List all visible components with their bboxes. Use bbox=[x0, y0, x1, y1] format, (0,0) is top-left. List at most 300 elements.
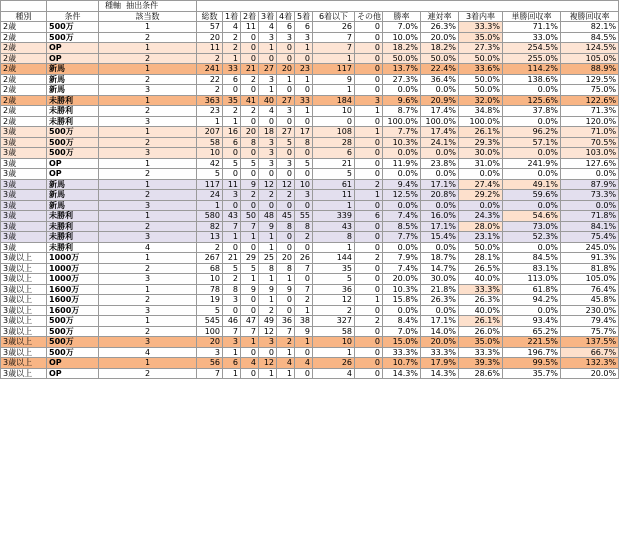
cell-condition: 1000万 bbox=[47, 274, 99, 285]
cell-win1: 5 bbox=[223, 263, 241, 274]
cell-place3: 49 bbox=[259, 316, 277, 327]
cell-place2: 0 bbox=[241, 32, 259, 43]
cell-win-return-rate: 113.0% bbox=[503, 274, 561, 285]
cell-place2: 41 bbox=[241, 95, 259, 106]
cell-condition: 未勝利 bbox=[47, 116, 99, 127]
cell-place4: 45 bbox=[277, 211, 295, 222]
cell-place3: 3 bbox=[259, 337, 277, 348]
cell-condition: 1600万 bbox=[47, 305, 99, 316]
cell-total: 2 bbox=[197, 242, 223, 253]
cell-win1: 4 bbox=[223, 22, 241, 33]
cell-other: 0 bbox=[355, 368, 383, 379]
cell-type: 2歳 bbox=[1, 116, 47, 127]
cell-win-return-rate: 96.2% bbox=[503, 127, 561, 138]
cell-top3-rate: 28.1% bbox=[459, 253, 503, 264]
cell-total: 82 bbox=[197, 221, 223, 232]
cell-count: 3 bbox=[99, 200, 197, 211]
cell-total: 42 bbox=[197, 158, 223, 169]
cell-count: 2 bbox=[99, 137, 197, 148]
cell-place2: 1 bbox=[241, 337, 259, 348]
cell-total: 24 bbox=[197, 190, 223, 201]
cell-place5: 17 bbox=[295, 127, 313, 138]
cell-place2: 0 bbox=[241, 242, 259, 253]
cell-condition: 1600万 bbox=[47, 295, 99, 306]
cell-win-rate: 15.8% bbox=[383, 295, 421, 306]
cell-place4: 7 bbox=[277, 326, 295, 337]
cell-place2: 2 bbox=[241, 190, 259, 201]
cell-quinella-rate: 0.0% bbox=[421, 169, 459, 180]
cell-quinella-rate: 36.4% bbox=[421, 74, 459, 85]
cell-quinella-rate: 17.1% bbox=[421, 316, 459, 327]
cell-type: 3歳 bbox=[1, 179, 47, 190]
cell-top3-rate: 24.3% bbox=[459, 211, 503, 222]
cell-count: 1 bbox=[99, 22, 197, 33]
cell-place4: 0 bbox=[277, 242, 295, 253]
cell-type: 3歳 bbox=[1, 221, 47, 232]
table-row bbox=[1, 32, 619, 43]
cell-count: 3 bbox=[99, 274, 197, 285]
cell-count: 4 bbox=[99, 242, 197, 253]
col-header-total: 総数 bbox=[197, 11, 223, 22]
cell-top3-rate: 33.6% bbox=[459, 64, 503, 75]
cell-place5: 38 bbox=[295, 316, 313, 327]
table-row bbox=[1, 347, 619, 358]
cell-condition: 500万 bbox=[47, 326, 99, 337]
cell-quinella-rate: 0.0% bbox=[421, 242, 459, 253]
cell-quinella-rate: 0.0% bbox=[421, 85, 459, 96]
table-row bbox=[1, 253, 619, 264]
cell-place2: 1 bbox=[241, 232, 259, 243]
cell-place3: 48 bbox=[259, 211, 277, 222]
cell-place6plus: 7 bbox=[313, 32, 355, 43]
table-row bbox=[1, 85, 619, 96]
cell-place3: 2 bbox=[259, 190, 277, 201]
cell-place5: 7 bbox=[295, 284, 313, 295]
cell-place4: 0 bbox=[277, 148, 295, 159]
cell-count: 2 bbox=[99, 32, 197, 43]
cell-place-return-rate: 0.0% bbox=[561, 169, 619, 180]
cell-condition: OP bbox=[47, 43, 99, 54]
cell-place3: 3 bbox=[259, 137, 277, 148]
cell-place4: 0 bbox=[277, 200, 295, 211]
cell-place5: 0 bbox=[295, 53, 313, 64]
cell-total: 20 bbox=[197, 32, 223, 43]
cell-count: 1 bbox=[99, 158, 197, 169]
cell-place6plus: 12 bbox=[313, 295, 355, 306]
cell-top3-rate: 50.0% bbox=[459, 85, 503, 96]
cell-total: 241 bbox=[197, 64, 223, 75]
cell-total: 2 bbox=[197, 85, 223, 96]
cell-place5: 1 bbox=[295, 106, 313, 117]
cell-quinella-rate: 20.8% bbox=[421, 190, 459, 201]
cell-place3: 3 bbox=[259, 148, 277, 159]
cell-win-return-rate: 0.0% bbox=[503, 116, 561, 127]
cell-place-return-rate: 45.8% bbox=[561, 295, 619, 306]
col-header-other: その他 bbox=[355, 11, 383, 22]
cell-place5: 1 bbox=[295, 305, 313, 316]
cell-win-return-rate: 35.7% bbox=[503, 368, 561, 379]
cell-condition: 未勝利 bbox=[47, 221, 99, 232]
cell-place2: 0 bbox=[241, 169, 259, 180]
cell-count: 3 bbox=[99, 148, 197, 159]
col-header-type: 種別 bbox=[1, 11, 47, 22]
cell-type: 3歳以上 bbox=[1, 347, 47, 358]
cell-top3-rate: 28.0% bbox=[459, 221, 503, 232]
cell-condition: OP bbox=[47, 169, 99, 180]
cell-place-return-rate: 103.0% bbox=[561, 148, 619, 159]
cell-place2: 2 bbox=[241, 106, 259, 117]
cell-place4: 12 bbox=[277, 179, 295, 190]
cell-top3-rate: 33.3% bbox=[459, 347, 503, 358]
cell-win-return-rate: 61.8% bbox=[503, 284, 561, 295]
cell-condition: 未勝利 bbox=[47, 232, 99, 243]
cell-count: 3 bbox=[99, 116, 197, 127]
cell-type: 3歳 bbox=[1, 137, 47, 148]
cell-type: 3歳以上 bbox=[1, 263, 47, 274]
cell-top3-rate: 30.0% bbox=[459, 148, 503, 159]
cell-quinella-rate: 30.0% bbox=[421, 274, 459, 285]
cell-total: 117 bbox=[197, 179, 223, 190]
cell-win-return-rate: 52.3% bbox=[503, 232, 561, 243]
cell-quinella-rate: 0.0% bbox=[421, 148, 459, 159]
cell-place4: 0 bbox=[277, 85, 295, 96]
table-row bbox=[1, 337, 619, 348]
cell-place3: 0 bbox=[259, 116, 277, 127]
cell-win1: 11 bbox=[223, 179, 241, 190]
cell-place4: 1 bbox=[277, 74, 295, 85]
cell-win-rate: 7.7% bbox=[383, 232, 421, 243]
cell-place6plus: 36 bbox=[313, 284, 355, 295]
table-row bbox=[1, 274, 619, 285]
cell-condition: 未勝利 bbox=[47, 106, 99, 117]
cell-total: 58 bbox=[197, 137, 223, 148]
cell-place6plus: 4 bbox=[313, 368, 355, 379]
cell-place3: 12 bbox=[259, 326, 277, 337]
cell-win-rate: 0.0% bbox=[383, 169, 421, 180]
cell-win-rate: 14.3% bbox=[383, 368, 421, 379]
cell-condition: 500万 bbox=[47, 22, 99, 33]
cell-type: 3歳以上 bbox=[1, 295, 47, 306]
cell-place4: 3 bbox=[277, 106, 295, 117]
cell-place2: 4 bbox=[241, 358, 259, 369]
cell-condition: 500万 bbox=[47, 337, 99, 348]
cell-place5: 7 bbox=[295, 263, 313, 274]
cell-total: 580 bbox=[197, 211, 223, 222]
cell-place6plus: 9 bbox=[313, 74, 355, 85]
cell-win1: 2 bbox=[223, 274, 241, 285]
cell-place4: 4 bbox=[277, 358, 295, 369]
cell-total: 11 bbox=[197, 43, 223, 54]
cell-place-return-rate: 81.8% bbox=[561, 263, 619, 274]
cell-total: 3 bbox=[197, 347, 223, 358]
cell-other: 3 bbox=[355, 95, 383, 106]
cell-win1: 46 bbox=[223, 316, 241, 327]
cell-place-return-rate: 245.0% bbox=[561, 242, 619, 253]
table-row bbox=[1, 169, 619, 180]
cell-win-return-rate: 0.0% bbox=[503, 242, 561, 253]
cell-place2: 0 bbox=[241, 347, 259, 358]
cell-win-return-rate: 73.0% bbox=[503, 221, 561, 232]
cell-top3-rate: 27.3% bbox=[459, 43, 503, 54]
cell-win1: 0 bbox=[223, 242, 241, 253]
cell-place4: 5 bbox=[277, 137, 295, 148]
cell-place4: 1 bbox=[277, 368, 295, 379]
cell-win-return-rate: 57.1% bbox=[503, 137, 561, 148]
cell-place6plus: 26 bbox=[313, 22, 355, 33]
cell-place3: 9 bbox=[259, 221, 277, 232]
cell-place6plus: 10 bbox=[313, 337, 355, 348]
cell-place6plus: 327 bbox=[313, 316, 355, 327]
table-row bbox=[1, 284, 619, 295]
cell-win-rate: 10.7% bbox=[383, 358, 421, 369]
cell-top3-rate: 26.1% bbox=[459, 316, 503, 327]
cell-win-rate: 15.0% bbox=[383, 337, 421, 348]
cell-top3-rate: 40.0% bbox=[459, 274, 503, 285]
cell-type: 2歳 bbox=[1, 74, 47, 85]
cell-place4: 27 bbox=[277, 127, 295, 138]
cell-win-rate: 0.0% bbox=[383, 200, 421, 211]
col-header-quinella-rate: 連対率 bbox=[421, 11, 459, 22]
cell-type: 3歳 bbox=[1, 169, 47, 180]
table-row bbox=[1, 95, 619, 106]
cell-win-return-rate: 54.6% bbox=[503, 211, 561, 222]
cell-win-return-rate: 0.0% bbox=[503, 305, 561, 316]
cell-place3: 8 bbox=[259, 263, 277, 274]
cell-place5: 0 bbox=[295, 200, 313, 211]
table-row bbox=[1, 211, 619, 222]
cell-place4: 0 bbox=[277, 169, 295, 180]
cell-quinella-rate: 18.2% bbox=[421, 43, 459, 54]
cell-win1: 6 bbox=[223, 137, 241, 148]
cell-win-rate: 7.4% bbox=[383, 211, 421, 222]
cell-other: 0 bbox=[355, 221, 383, 232]
cell-win-return-rate: 94.2% bbox=[503, 295, 561, 306]
cell-other: 2 bbox=[355, 253, 383, 264]
cell-place2: 0 bbox=[241, 368, 259, 379]
cell-quinella-rate: 15.4% bbox=[421, 232, 459, 243]
cell-count: 2 bbox=[99, 368, 197, 379]
cell-type: 2歳 bbox=[1, 53, 47, 64]
table-row bbox=[1, 179, 619, 190]
cell-place4: 1 bbox=[277, 274, 295, 285]
cell-place5: 0 bbox=[295, 85, 313, 96]
cell-win-rate: 7.0% bbox=[383, 326, 421, 337]
cell-count: 3 bbox=[99, 337, 197, 348]
cell-place6plus: 7 bbox=[313, 43, 355, 54]
cell-place5: 0 bbox=[295, 274, 313, 285]
cell-win1: 21 bbox=[223, 253, 241, 264]
cell-top3-rate: 50.0% bbox=[459, 53, 503, 64]
cell-place5: 9 bbox=[295, 326, 313, 337]
cell-total: 1 bbox=[197, 116, 223, 127]
cell-condition: 未勝利 bbox=[47, 242, 99, 253]
cell-place3: 0 bbox=[259, 53, 277, 64]
cell-win-return-rate: 241.9% bbox=[503, 158, 561, 169]
cell-place6plus: 58 bbox=[313, 326, 355, 337]
cell-place2: 21 bbox=[241, 64, 259, 75]
cell-type: 3歳以上 bbox=[1, 368, 47, 379]
cell-win1: 0 bbox=[223, 169, 241, 180]
cell-win1: 1 bbox=[223, 232, 241, 243]
cell-place4: 9 bbox=[277, 284, 295, 295]
cell-other: 1 bbox=[355, 190, 383, 201]
cell-place-return-rate: 120.0% bbox=[561, 116, 619, 127]
cell-condition: 500万 bbox=[47, 127, 99, 138]
cell-place2: 11 bbox=[241, 22, 259, 33]
cell-win-rate: 10.3% bbox=[383, 284, 421, 295]
cell-top3-rate: 50.0% bbox=[459, 242, 503, 253]
cell-place2: 0 bbox=[241, 295, 259, 306]
col-header-place-return-rate: 複勝回収率 bbox=[561, 11, 619, 22]
cell-win-return-rate: 0.0% bbox=[503, 85, 561, 96]
cell-type: 2歳 bbox=[1, 32, 47, 43]
cell-place2: 0 bbox=[241, 53, 259, 64]
cell-place3: 1 bbox=[259, 85, 277, 96]
cell-place4: 20 bbox=[277, 253, 295, 264]
cell-place3: 27 bbox=[259, 64, 277, 75]
cell-place6plus: 5 bbox=[313, 169, 355, 180]
cell-place5: 0 bbox=[295, 148, 313, 159]
table-row bbox=[1, 263, 619, 274]
cell-total: 56 bbox=[197, 358, 223, 369]
cell-place2: 8 bbox=[241, 137, 259, 148]
cell-place3: 1 bbox=[259, 242, 277, 253]
cell-place-return-rate: 137.5% bbox=[561, 337, 619, 348]
cell-place3: 40 bbox=[259, 95, 277, 106]
cell-place-return-rate: 129.5% bbox=[561, 74, 619, 85]
cell-count: 3 bbox=[99, 305, 197, 316]
cell-place5: 8 bbox=[295, 221, 313, 232]
cell-other: 0 bbox=[355, 85, 383, 96]
cell-other: 0 bbox=[355, 116, 383, 127]
cell-win1: 3 bbox=[223, 295, 241, 306]
cell-count: 2 bbox=[99, 190, 197, 201]
cell-quinella-rate: 33.3% bbox=[421, 347, 459, 358]
cell-top3-rate: 40.0% bbox=[459, 305, 503, 316]
cell-place4: 8 bbox=[277, 263, 295, 274]
cell-win-return-rate: 196.7% bbox=[503, 347, 561, 358]
cell-win-rate: 7.9% bbox=[383, 253, 421, 264]
cell-quinella-rate: 0.0% bbox=[421, 200, 459, 211]
cell-total: 1 bbox=[197, 200, 223, 211]
table-row bbox=[1, 221, 619, 232]
cell-place2: 50 bbox=[241, 211, 259, 222]
cell-count: 2 bbox=[99, 295, 197, 306]
cell-place5: 23 bbox=[295, 64, 313, 75]
header-filter-label: 抽出条件 bbox=[126, 1, 159, 11]
cell-place2: 0 bbox=[241, 305, 259, 316]
cell-place6plus: 1 bbox=[313, 242, 355, 253]
cell-condition: 500万 bbox=[47, 137, 99, 148]
cell-type: 3歳 bbox=[1, 232, 47, 243]
cell-place2: 2 bbox=[241, 74, 259, 85]
cell-condition: OP bbox=[47, 158, 99, 169]
cell-top3-rate: 39.3% bbox=[459, 358, 503, 369]
cell-place3: 4 bbox=[259, 106, 277, 117]
cell-place5: 3 bbox=[295, 32, 313, 43]
cell-quinella-rate: 20.9% bbox=[421, 95, 459, 106]
cell-count: 2 bbox=[99, 263, 197, 274]
cell-quinella-rate: 100.0% bbox=[421, 116, 459, 127]
cell-win-rate: 0.0% bbox=[383, 148, 421, 159]
cell-win1: 7 bbox=[223, 326, 241, 337]
cell-place-return-rate: 124.5% bbox=[561, 43, 619, 54]
cell-place-return-rate: 87.9% bbox=[561, 179, 619, 190]
table-row bbox=[1, 53, 619, 64]
cell-type: 3歳以上 bbox=[1, 274, 47, 285]
cell-count: 1 bbox=[99, 316, 197, 327]
cell-place3: 9 bbox=[259, 284, 277, 295]
cell-condition: 未勝利 bbox=[47, 95, 99, 106]
cell-other: 6 bbox=[355, 211, 383, 222]
table-row bbox=[1, 148, 619, 159]
cell-win-return-rate: 71.1% bbox=[503, 22, 561, 33]
cell-win-rate: 9.6% bbox=[383, 95, 421, 106]
cell-place2: 9 bbox=[241, 179, 259, 190]
cell-win-rate: 0.0% bbox=[383, 305, 421, 316]
table-row bbox=[1, 295, 619, 306]
cell-type: 3歳 bbox=[1, 158, 47, 169]
cell-count: 3 bbox=[99, 232, 197, 243]
cell-win1: 2 bbox=[223, 32, 241, 43]
cell-other: 0 bbox=[355, 284, 383, 295]
cell-place3: 1 bbox=[259, 368, 277, 379]
cell-count: 1 bbox=[99, 358, 197, 369]
cell-top3-rate: 31.0% bbox=[459, 158, 503, 169]
table-row bbox=[1, 232, 619, 243]
cell-type: 3歳 bbox=[1, 148, 47, 159]
cell-top3-rate: 28.6% bbox=[459, 368, 503, 379]
table-row bbox=[1, 190, 619, 201]
cell-top3-rate: 23.1% bbox=[459, 232, 503, 243]
cell-condition: 新馬 bbox=[47, 200, 99, 211]
cell-place6plus: 5 bbox=[313, 274, 355, 285]
cell-quinella-rate: 24.1% bbox=[421, 137, 459, 148]
cell-other: 0 bbox=[355, 64, 383, 75]
cell-place4: 8 bbox=[277, 221, 295, 232]
cell-place5: 2 bbox=[295, 232, 313, 243]
table-row bbox=[1, 242, 619, 253]
cell-place4: 0 bbox=[277, 232, 295, 243]
cell-place-return-rate: 71.3% bbox=[561, 106, 619, 117]
cell-top3-rate: 26.3% bbox=[459, 295, 503, 306]
cell-place6plus: 8 bbox=[313, 232, 355, 243]
cell-win-rate: 12.5% bbox=[383, 190, 421, 201]
cell-place3: 3 bbox=[259, 32, 277, 43]
cell-type: 3歳 bbox=[1, 242, 47, 253]
cell-place-return-rate: 70.5% bbox=[561, 137, 619, 148]
cell-win-return-rate: 37.8% bbox=[503, 106, 561, 117]
cell-win-return-rate: 33.0% bbox=[503, 32, 561, 43]
cell-place6plus: 35 bbox=[313, 263, 355, 274]
cell-type: 3歳以上 bbox=[1, 305, 47, 316]
cell-place5: 1 bbox=[295, 337, 313, 348]
cell-win1: 6 bbox=[223, 358, 241, 369]
cell-condition: OP bbox=[47, 53, 99, 64]
cell-other: 0 bbox=[355, 263, 383, 274]
cell-win-rate: 100.0% bbox=[383, 116, 421, 127]
table-row bbox=[1, 305, 619, 316]
cell-place3: 0 bbox=[259, 200, 277, 211]
cell-place6plus: 1 bbox=[313, 85, 355, 96]
cell-place5: 55 bbox=[295, 211, 313, 222]
cell-win-rate: 0.0% bbox=[383, 242, 421, 253]
cell-place4: 3 bbox=[277, 158, 295, 169]
cell-condition: 新馬 bbox=[47, 190, 99, 201]
cell-condition: 新馬 bbox=[47, 179, 99, 190]
cell-place-return-rate: 79.4% bbox=[561, 316, 619, 327]
cell-place-return-rate: 132.3% bbox=[561, 358, 619, 369]
